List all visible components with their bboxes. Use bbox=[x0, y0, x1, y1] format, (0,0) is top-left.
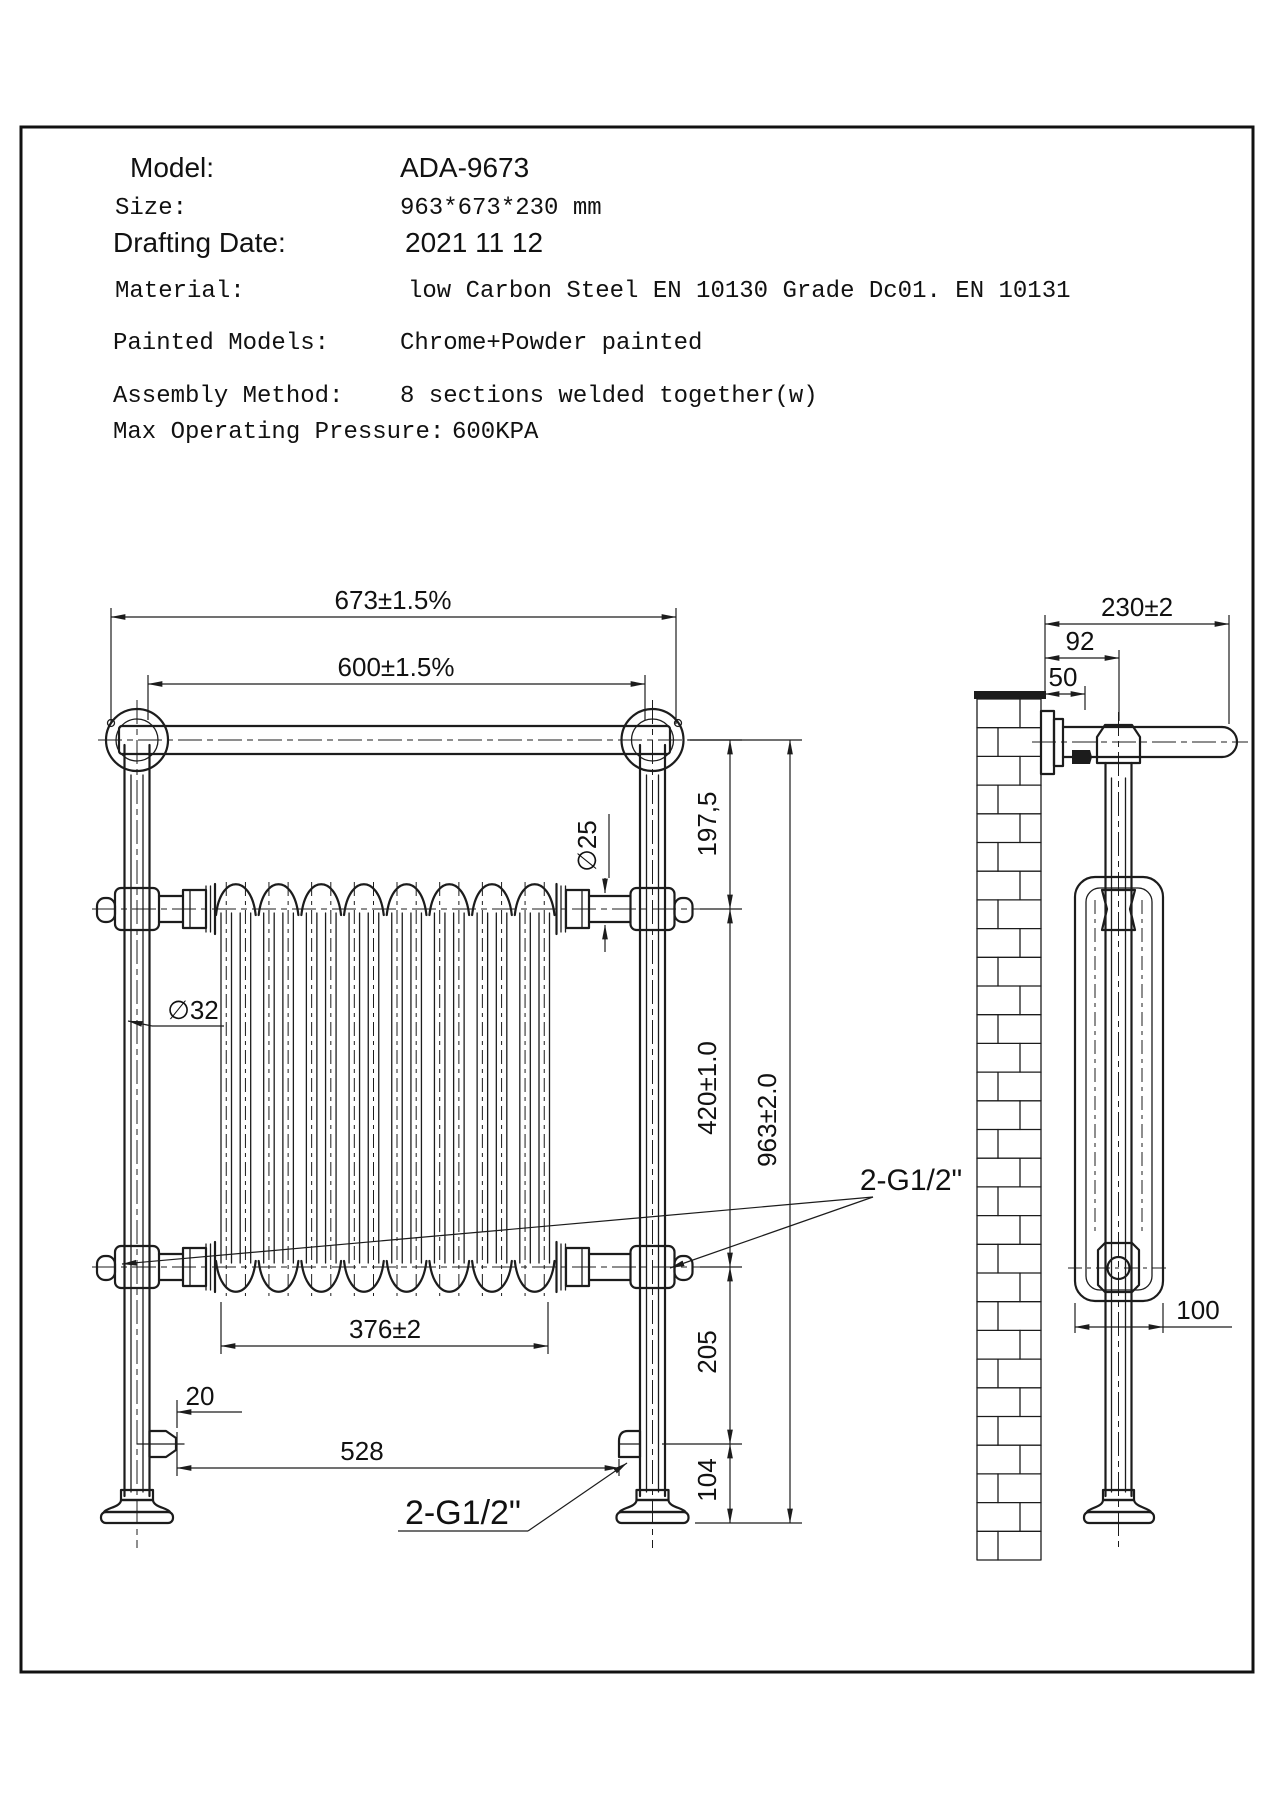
model-value: ADA-9673 bbox=[400, 152, 530, 183]
drafting-date-label: Drafting Date: bbox=[113, 227, 286, 258]
dim-overall-depth-label: 230±2 bbox=[1100, 592, 1174, 622]
dim-valve-offset bbox=[150, 1381, 243, 1428]
dim-wall-to-bracket bbox=[1045, 662, 1085, 710]
side-top-rail bbox=[1063, 725, 1237, 763]
lower-left-port bbox=[97, 1256, 115, 1280]
dim-overall-width-label: 673±1.5% bbox=[334, 585, 452, 615]
dim-valve-to-floor-label: 104 bbox=[692, 1458, 722, 1502]
dim-top-drop-label: 197,5 bbox=[692, 791, 722, 857]
dim-radiator-height bbox=[692, 909, 742, 1267]
material-value: low Carbon Steel EN 10130 Grade Dc01. EN 10131 bbox=[408, 278, 1071, 305]
label-bottom-connections bbox=[398, 1463, 627, 1532]
painted-models-value: Chrome+Powder painted bbox=[400, 330, 703, 357]
front-view bbox=[92, 585, 962, 1548]
dim-valve-spacing-label: 528 bbox=[340, 1436, 384, 1466]
dim-radiator-height-label: 420±1.0 bbox=[692, 1041, 722, 1135]
dim-radiator-width bbox=[221, 1302, 548, 1354]
brick-wall bbox=[977, 699, 1041, 1560]
dim-valve-to-floor bbox=[692, 1444, 730, 1523]
right-bottom-valve bbox=[619, 1431, 640, 1457]
max-pressure-label: Max Operating Pressure: bbox=[113, 419, 445, 446]
size-label: Size: bbox=[115, 195, 188, 222]
dim-radiator-width-label: 376±2 bbox=[348, 1314, 422, 1344]
lower-right-port bbox=[675, 1256, 693, 1280]
dim-wall-to-post-label: 92 bbox=[1065, 626, 1095, 656]
dim-radiator-depth-label: 100 bbox=[1176, 1295, 1220, 1325]
dim-valve-spacing bbox=[177, 1432, 619, 1476]
label-side-connections bbox=[122, 1164, 962, 1268]
material-label: Material: bbox=[115, 278, 245, 305]
max-pressure-value: 600KPA bbox=[452, 419, 539, 446]
dim-valve-offset-label: 20 bbox=[185, 1381, 215, 1411]
radiator-body bbox=[216, 882, 555, 1296]
drafting-date-value: 2021 11 12 bbox=[405, 227, 544, 258]
dim-rail-to-valve-label: 205 bbox=[692, 1330, 722, 1374]
dim-rail-width-label: 600±1.5% bbox=[337, 652, 455, 682]
upper-left-port bbox=[97, 898, 115, 922]
dim-top-drop bbox=[690, 740, 742, 909]
dim-rail-tube-diameter bbox=[572, 814, 609, 952]
assembly-method-value: 8 sections welded together(w) bbox=[400, 383, 818, 410]
wall-cap bbox=[974, 691, 1046, 699]
bottom-connections-label: 2-G1/2" bbox=[404, 1494, 522, 1532]
size-value: 963*673*230 mm bbox=[400, 195, 602, 222]
side-view bbox=[974, 592, 1248, 1560]
dim-overall-height-label: 963±2.0 bbox=[752, 1073, 782, 1167]
spec-header bbox=[113, 152, 1071, 446]
painted-models-label: Painted Models: bbox=[113, 330, 330, 357]
upper-right-port bbox=[675, 898, 693, 922]
dim-rail-width bbox=[148, 652, 645, 720]
dim-rail-to-valve bbox=[662, 1267, 742, 1444]
dim-rail-tube-diameter-label: ∅25 bbox=[572, 820, 602, 872]
side-connections-label: 2-G1/2" bbox=[859, 1164, 963, 1197]
assembly-method-label: Assembly Method: bbox=[113, 383, 344, 410]
dim-post-diameter-label: ∅32 bbox=[167, 995, 219, 1025]
model-label: Model: bbox=[130, 152, 215, 183]
dim-wall-to-bracket-label: 50 bbox=[1048, 662, 1078, 692]
